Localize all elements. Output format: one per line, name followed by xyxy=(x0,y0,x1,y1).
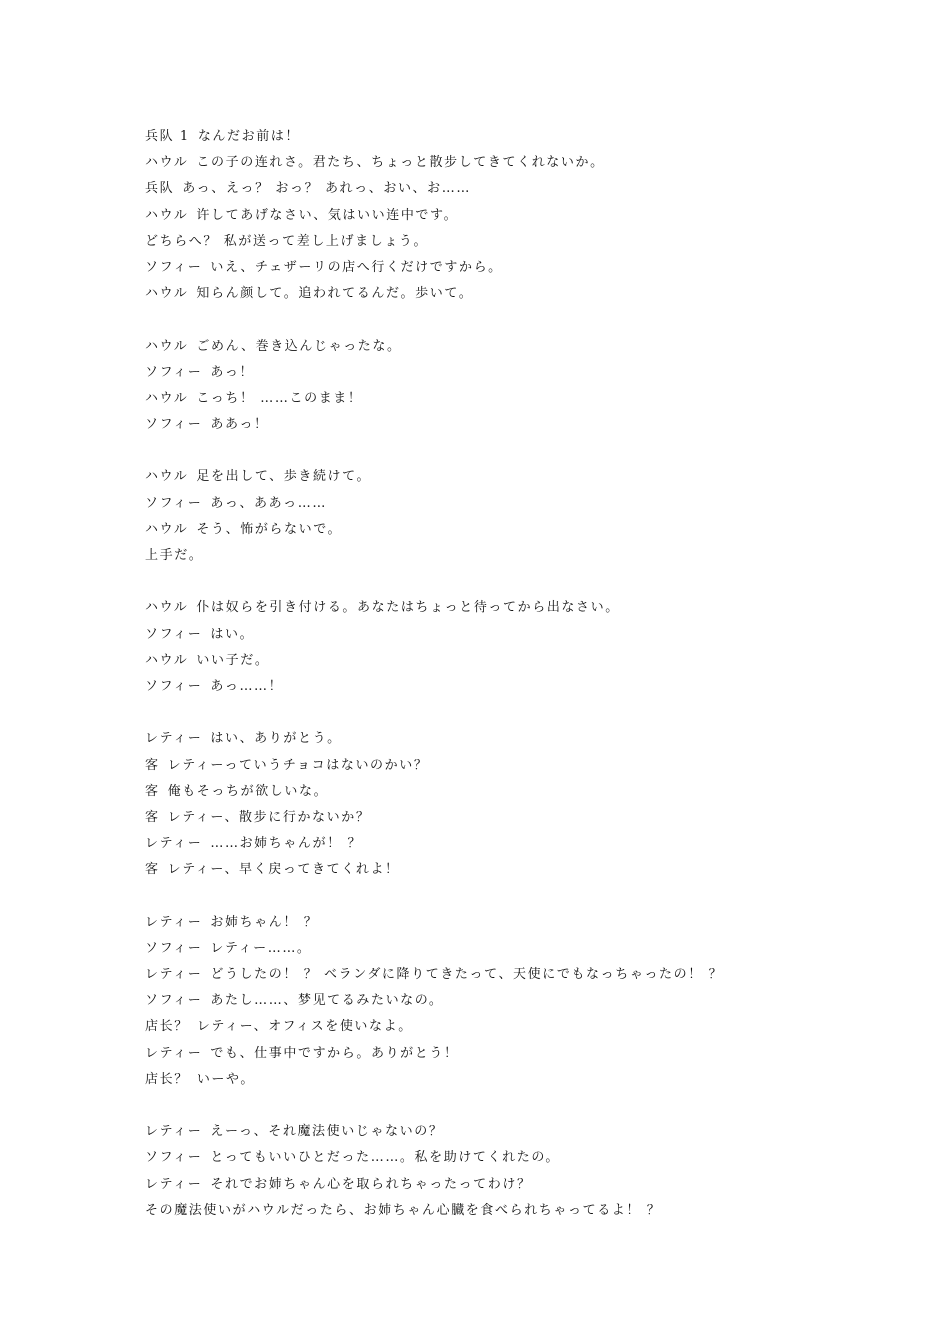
dialogue-line xyxy=(145,962,905,988)
dialogue-line xyxy=(145,595,905,621)
dialogue-line xyxy=(145,1198,905,1224)
speaker-name: ハウル xyxy=(145,338,189,354)
dialogue-line xyxy=(145,753,905,779)
speaker-name: ハウル xyxy=(145,390,189,406)
speaker-name: ハウル xyxy=(145,652,189,668)
dialogue-line xyxy=(145,281,905,307)
dialogue-text: レティー……。 xyxy=(210,940,312,956)
block-gap xyxy=(145,883,905,909)
dialogue-text: ……お姉ちゃんが！ ？ xyxy=(210,836,363,852)
dialogue-text: 仆は奴らを引き付ける。あなたはちょっと待ってから出なさい。 xyxy=(196,600,620,616)
dialogue-text: 足を出して、歩き続けて。 xyxy=(196,469,372,485)
speaker-name: ソフィー xyxy=(145,626,203,642)
dialogue-text: なんだお前は！ xyxy=(197,129,301,144)
dialogue-text: とってもいいひとだった……。私を助けてくれたの。 xyxy=(210,1150,560,1166)
dialogue-line xyxy=(145,831,905,857)
dialogue-line xyxy=(145,203,905,229)
speaker-name: 店长？ xyxy=(145,1071,189,1087)
dialogue-line xyxy=(145,1172,905,1198)
dialogue-line xyxy=(145,1145,905,1171)
speaker-name: 客 xyxy=(145,862,160,878)
dialogue-line xyxy=(145,805,905,831)
dialogue-line xyxy=(145,150,905,176)
block-gap xyxy=(145,438,905,464)
dialogue-line xyxy=(145,543,905,569)
dialogue-text: いい子だ。 xyxy=(196,652,270,668)
dialogue-line xyxy=(145,674,905,700)
dialogue-text: レティー、散步に行かないか？ xyxy=(167,809,371,825)
dialogue-text: 知らん颜して。追われてるんだ。歩いて。 xyxy=(196,286,474,302)
dialogue-line xyxy=(145,334,905,360)
speaker-name: ソフィー xyxy=(145,364,203,380)
speaker-name: 兵队 1 xyxy=(145,129,190,144)
dialogue-text: 许してあげなさい、気はいい连中です。 xyxy=(196,207,459,223)
dialogue-line xyxy=(145,988,905,1014)
block-gap xyxy=(145,569,905,595)
dialogue-text: ああっ！ xyxy=(210,417,269,433)
speaker-name: ソフィー xyxy=(145,678,203,694)
speaker-name: ソフィー xyxy=(145,417,203,433)
speaker-name: ソフィー xyxy=(145,940,203,956)
dialogue-line xyxy=(145,779,905,805)
speaker-name: レティー xyxy=(145,1124,203,1140)
dialogue-text: どうしたの！ ？ ベランダに降りてきたって、天使にでもなっちゃったの！ ？ xyxy=(210,967,724,982)
dialogue-text: 上手だ。 xyxy=(145,548,204,563)
dialogue-line xyxy=(145,386,905,412)
dialogue-text: レティー、オフィスを使いなよ。 xyxy=(196,1019,413,1035)
speaker-name: ハウル xyxy=(145,286,189,302)
dialogue-text: レティーっていうチョコはないのかい？ xyxy=(167,757,429,773)
speaker-name: 客 xyxy=(145,809,160,825)
dialogue-line xyxy=(145,936,905,962)
dialogue-text: レティー、早く戻ってきてくれよ！ xyxy=(167,862,400,878)
dialogue-text: はい、ありがとう。 xyxy=(210,731,342,747)
speaker-name: ハウル xyxy=(145,469,189,485)
dialogue-line xyxy=(145,491,905,517)
block-gap xyxy=(145,700,905,726)
speaker-name: ソフィー xyxy=(145,1150,203,1166)
dialogue-text: あたし……、梦见てるみたいなの。 xyxy=(210,993,444,1009)
dialogue-line xyxy=(145,648,905,674)
dialogue-text: あっ……！ xyxy=(210,678,284,694)
speaker-name: 店长？ xyxy=(145,1019,189,1035)
speaker-name: レティー xyxy=(145,731,203,747)
dialogue-text: いえ、チェザーリの店へ行くだけですから。 xyxy=(210,259,503,275)
dialogue-text: こっち！ ……このまま！ xyxy=(196,390,363,406)
speaker-name: レティー xyxy=(145,967,203,982)
dialogue-line xyxy=(145,1041,905,1067)
dialogue-text: 俺もそっちが欲しいな。 xyxy=(167,783,329,799)
speaker-name: ハウル xyxy=(145,155,189,171)
dialogue-text: お姉ちゃん！ ？ xyxy=(210,914,319,930)
dialogue-text: ごめん、巻き込んじゃったな。 xyxy=(196,338,402,354)
dialogue-text: はい。 xyxy=(210,626,255,642)
dialogue-line xyxy=(145,255,905,281)
dialogue-line xyxy=(145,726,905,752)
dialogue-text: あっ！ xyxy=(210,364,255,380)
dialogue-line xyxy=(145,622,905,648)
speaker-name: レティー xyxy=(145,914,203,930)
dialogue-line xyxy=(145,517,905,543)
speaker-name: 客 xyxy=(145,757,160,773)
speaker-name: レティー xyxy=(145,836,203,852)
speaker-name: レティー xyxy=(145,1045,203,1061)
speaker-name: ハウル xyxy=(145,207,189,223)
dialogue-text: でも、仕事中ですから。ありがとう！ xyxy=(210,1045,459,1061)
dialogue-line xyxy=(145,857,905,883)
block-gap xyxy=(145,1093,905,1119)
dialogue-text: えーっ、それ魔法使いじゃないの？ xyxy=(210,1124,444,1140)
speaker-name: ソフィー xyxy=(145,259,203,275)
speaker-name: 兵队 xyxy=(145,181,175,197)
dialogue-text: そう、怖がらないで。 xyxy=(196,521,343,537)
speaker-name: ハウル xyxy=(145,521,189,537)
dialogue-text: その魔法使いがハウルだったら、お姉ちゃん心臓を食べられちゃってるよ！ ？ xyxy=(145,1202,662,1218)
dialogue-line xyxy=(145,176,905,202)
dialogue-text: どちらへ？ 私が送って差し上げましょう。 xyxy=(145,233,429,249)
dialogue-line xyxy=(145,464,905,490)
dialogue-line xyxy=(145,360,905,386)
speaker-name: ソフィー xyxy=(145,993,203,1009)
dialogue-text: いーや。 xyxy=(196,1071,255,1087)
speaker-name: ソフィー xyxy=(145,495,203,511)
script-page xyxy=(145,124,905,1224)
dialogue-text: それでお姉ちゃん心を取られちゃったってわけ？ xyxy=(210,1176,532,1192)
dialogue-line xyxy=(145,1014,905,1040)
dialogue-line xyxy=(145,229,905,255)
speaker-name: ハウル xyxy=(145,600,189,616)
dialogue-line xyxy=(145,1119,905,1145)
dialogue-line xyxy=(145,1067,905,1093)
dialogue-line xyxy=(145,124,905,150)
dialogue-text: この子の连れさ。君たち、ちょっと散步してきてくれないか。 xyxy=(196,155,605,171)
dialogue-line xyxy=(145,910,905,936)
dialogue-text: あっ、ああっ…… xyxy=(210,495,327,511)
dialogue-line xyxy=(145,412,905,438)
speaker-name: 客 xyxy=(145,783,160,799)
dialogue-text: あっ、えっ？ おっ？ あれっ、おい、お…… xyxy=(182,181,471,197)
block-gap xyxy=(145,307,905,333)
speaker-name: レティー xyxy=(145,1176,203,1192)
